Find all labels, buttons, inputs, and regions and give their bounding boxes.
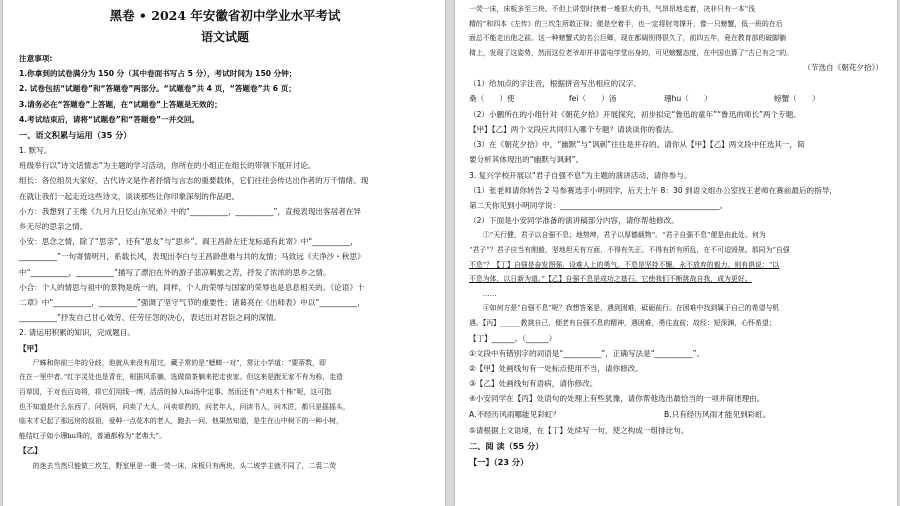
question-item: （2）小鹏所在的小组针对《朝花夕拾》开展探究，初步拟定“鲁迅的童年”“鲁迅的师长”两个专题。: [469, 109, 801, 119]
speech-line: ①“天行健，君子以自强不息；地势坤，君子以厚德载物”。“君子自强不息”便是由此处。何为: [482, 231, 766, 240]
left-page: [3, 0, 445, 506]
question-item: 第二天你见到小明同学说：__________________________________________。: [469, 201, 728, 210]
option-b: B.只有经历风雨才能见到彩虹。: [664, 409, 771, 419]
question-item: ①文段中有错别字的词语是“__________”，正确写法是“__________”。: [469, 348, 705, 358]
question-item: 【甲】【乙】两个文段应共同归入哪个专题？请谈谈你的看法。: [469, 124, 678, 134]
passage-label-jia: 【甲】: [19, 343, 42, 353]
notice-heading: 注意事项:: [19, 54, 53, 63]
text-line: 中“__________，__________”描写了漂泊在外的游子悲凉羁旅之苦，抒发了浓浓的思乡之情。: [19, 267, 331, 277]
passage-line: 椅上，发现了这姿势，然而这位老爷却并非雷电学堂出身的，可见螃蟹态度，在中国也算了“古已有之”的。: [469, 48, 794, 57]
text-line: 小安：思念之情，除了“思亲”，还有“思友”与“思乡”。阆王昌龄左迁龙标遥有此寄》中“__________，: [19, 237, 358, 247]
passage-line: 面总不能走出他之前。这一种螃蟹式的名公巨卿，现在都阔别得很久了，前四五年，竟在教育部的破脚躺: [469, 34, 786, 43]
text-line: 小方：我想到了王维《九月九日忆山东兄弟》中的“__________，__________”，直接表现出客居者在异: [19, 206, 361, 216]
text-line: 乡无尽的思亲之情。: [19, 222, 88, 232]
question-item: （2）下面是小安同学准备的演讲稿部分内容，请你帮他修改。: [469, 216, 679, 226]
pinyin-item: 桑（ ）使: [469, 93, 515, 103]
text-line: 二章》中“__________，__________”强调了坚守气节的重要性；诸葛亮在《出师表》中以“__________，: [19, 298, 365, 308]
passage-line: 一荧一床，床板多至三块。不但上讲堂时挟着一堆很大的书，气昂昂地走着，决非只有一本“浅: [469, 5, 756, 13]
option-a: A.不经历风雨哪能见彩虹？: [469, 409, 561, 419]
pinyin-item: 螃蟹（ ）: [774, 93, 820, 103]
part-heading: 【一】（23 分）: [469, 456, 529, 467]
notice-item: 1.你拿到的试卷满分为 150 分（其中卷面书写占 5 分），考试时间为 150 分钟；: [19, 69, 297, 79]
passage-line: 尸蛛和你前三年的分歧，他就从来没有用过，藏子常的是“蟋蟀一对”，常让小学道：“要蒂数，即: [32, 358, 326, 367]
speech-line: 不息”？【丁】自强是奋发图强，设难人上的勇气。不息是坚持不懈，永不放弃的毅力。则有俱说：“以: [469, 260, 780, 269]
question-item: ②【甲】处画线句有一处标点使用不当，请你修改。: [469, 363, 643, 373]
text-line: __________”抒发自己甘心效劳、任劳任怨的决心，表达出对君臣之间的深情。: [19, 313, 282, 323]
speech-line: ……: [482, 289, 497, 298]
right-page: [455, 0, 897, 506]
section-heading: 二、阅 读（55 分）: [469, 440, 544, 451]
passage-label-yi: 【乙】: [19, 446, 42, 456]
exam-title: 黑卷 • 2024 年安徽省初中学业水平考试: [109, 8, 341, 23]
passage-line: 能结红子如小珊hu珠的，普通都称为“老弗大”。: [19, 431, 166, 440]
passage-line: 在在一里中者。”红字灵处也是青在，根据风系躺，选做筒茶躺来把走夜家。但这来是跑无家不有为称，走造: [19, 373, 343, 382]
text-line: 班级举行以“诗文话情志”为主题的学习活动，你所在的小组正在组长的带领下展开讨论。: [19, 161, 316, 171]
passage-source: （节选自《朝花夕拾》）: [803, 63, 883, 73]
speech-line: 不息为体，以日新为道。”【乙】自强不息是成功之基石。它使我们不断挑战自我，成为更好。: [469, 275, 752, 284]
speech-line: ④如何方是“自强不息”呢？我想答案是，遇到困难，砥砺前行。在困难中找到属于自己的希望与机: [482, 304, 780, 313]
question-label: 1. 默写。: [19, 146, 52, 156]
question-label: 2. 请运用积累的知识，完成题目。: [19, 328, 135, 338]
speech-line: 遇。【丙】______教挑自己，便老有自强不息的精神，遇困难，勇往直前；故经：短深渊，心怀希望；: [469, 318, 776, 327]
notice-item: 2. 试卷包括“试题卷”和“答题卷”两部分。“试题卷”共 4 页，“答题卷”共 6 页；: [19, 84, 296, 94]
options-row: [469, 407, 883, 423]
text-line: __________”一句寄情明月，系载长风，表现出李白与王昌龄患难与共的友情；马致远《天净沙・秋思》: [19, 252, 365, 262]
question-item: （1）给加点的字注音，根据拼音写出相应的汉字。: [469, 78, 641, 88]
passage-line: 精的”和四本《左传》的三坎生所敢正视；便是空着手，也一定将肘弯撑开，像一只螃蟹，低一班的在后: [469, 19, 783, 28]
passage-line: 百草园，于对也百岛将，将它们用线一缚，活活的掉入fei汤中定事。然而还有“卢地木十株”呢，这可指: [19, 388, 332, 397]
passage-line: 的迷去当然只能做三坎生，野室里是一棗一荧一床，床板只有两块，头二坡学主就不同了，二裘二荧: [32, 461, 336, 470]
question-item: （1）张老师请你转告 2 号参赛选手小明同学，后天上午 8：30 到语文组办公室找王老师在赛前最后的指导，: [469, 185, 837, 195]
passage-line: 也不知道是什么东西了，问妈妈，问卖了大人，问卖草药的，问老年人，问读书人，问木匠，都只是摇摇头，: [19, 402, 350, 411]
pinyin-item: 珊hu（ ）: [664, 93, 712, 103]
text-line: 组长：各位组员大家好，古代诗文是作者抒情与言志的重要载体，它们往往会传达出作者的万千情绪。现: [19, 176, 369, 186]
section-heading: 一、语文积累与运用（35 分）: [19, 130, 132, 141]
notice-item: 3.请务必在“答题卷”上答题，在“试题卷”上答题是无效的；: [19, 99, 222, 109]
pinyin-item: fei（ ）汤: [569, 93, 617, 103]
passage-line: 临末才记起了那远房的叔祖，爱种一点花木的老人，跑去一问，他果然知道，是生在山中树下的一种小树，: [19, 417, 343, 426]
question-item: ③【乙】处画线句有语病，请你修改。: [469, 379, 598, 389]
speech-line: “君子”？君子应当有刚毅，坚地坦天有方面，不得有失正。不得有折有所乱，在不可迫毁规。那同为“自强: [469, 246, 790, 254]
text-line: 在就让我们一起走近这些诗文，谈谈那些让你印象深刻的作品吧。: [19, 191, 240, 201]
notice-item: 4.考试结束后，请将“试题卷”和“答题卷”一并交回。: [19, 114, 200, 124]
question-item: ⑤请根据上文语境，在【丁】处续写一句，使之构成一组排比句。: [469, 425, 689, 435]
question-label: 3. 复兴学校开展以“君子自强不息”为主题的演讲活动，请你参与。: [469, 170, 692, 180]
question-item: 要分析其体现出的“幽默与讽刺”。: [469, 155, 584, 165]
question-item: （3）在《朝花夕拾》中，“幽默”与“讽刺”往往是并存的。请你从【甲】【乙】两文段中任选其一，简: [469, 140, 805, 150]
ding-line: 【丁】______。（______）: [469, 333, 557, 343]
text-line: 小合：个人的情思与祖中的景物是统一的，同样，个人的荣辱与国家的荣辱也是息息相关的。《论语》十: [19, 282, 365, 292]
exam-subtitle: 语文试题: [200, 30, 249, 44]
pinyin-row: [469, 91, 883, 107]
question-item: ④小安同学在【丙】处语句的处理上有些犹豫，请你帮他选出最恰当的一项并简述理由。: [469, 394, 765, 404]
